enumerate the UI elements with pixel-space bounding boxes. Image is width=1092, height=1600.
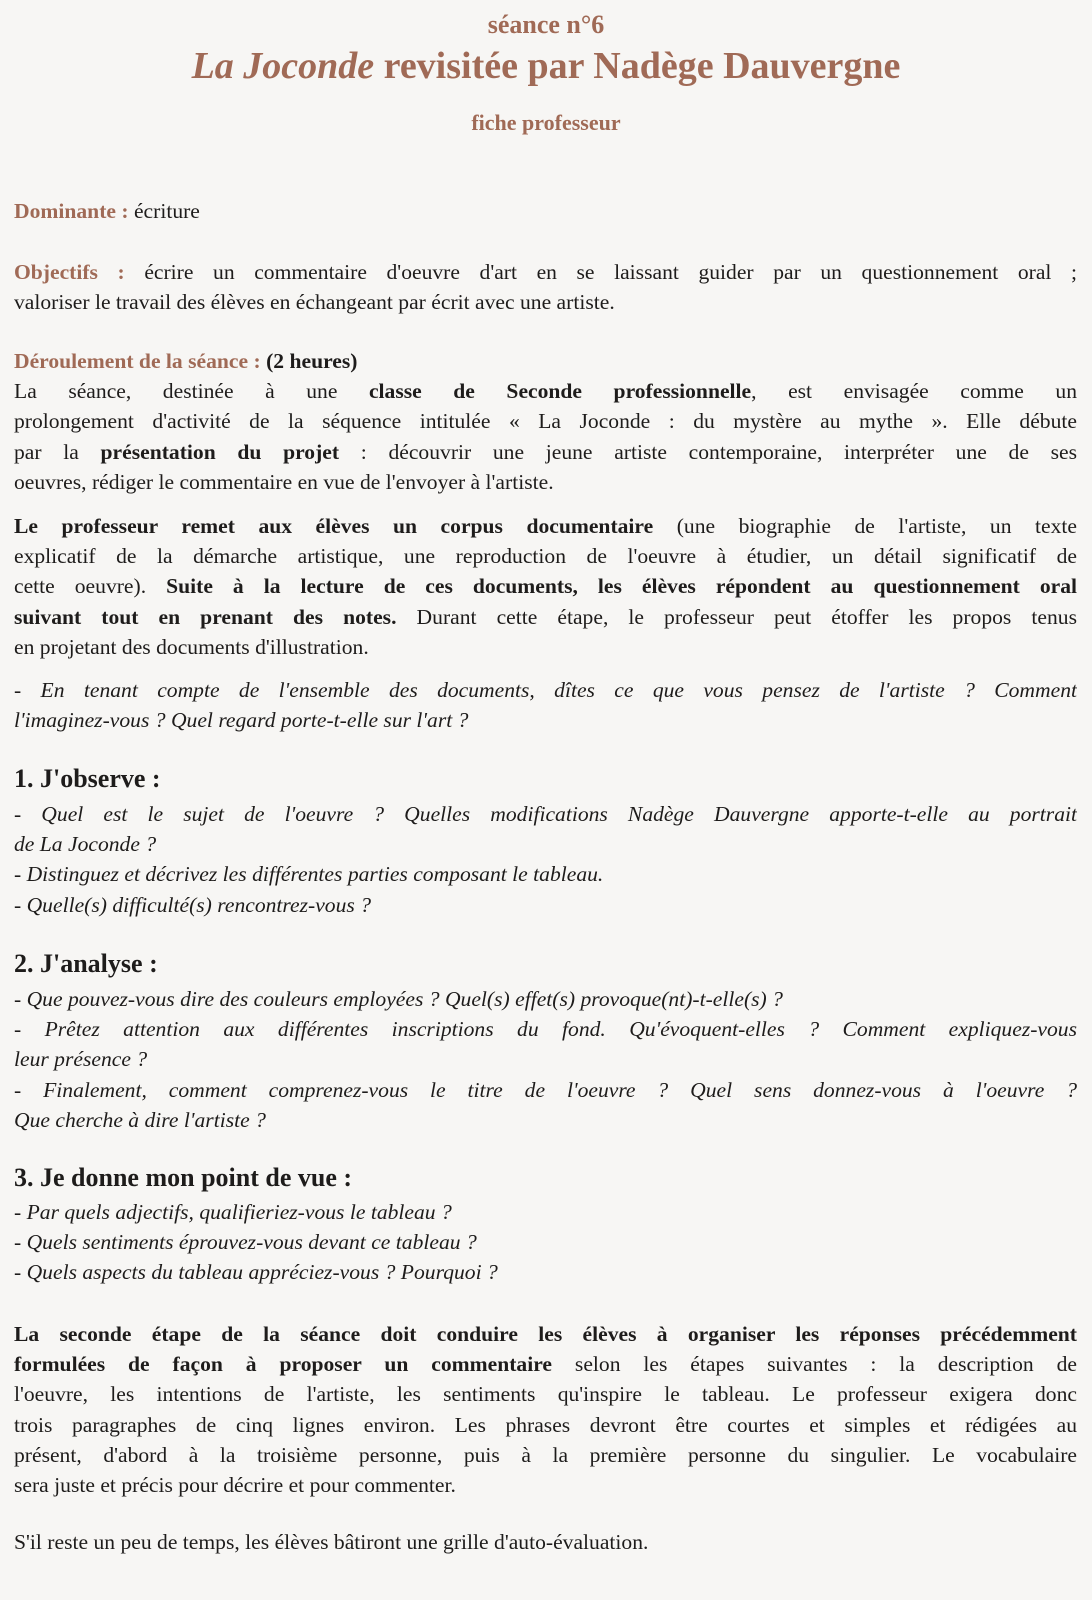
section-heading-analyse: 2. J'analyse : xyxy=(14,949,158,978)
text-run: selon les étapes suivantes : la description de xyxy=(552,1352,1077,1377)
text-run: cette oeuvre). xyxy=(14,574,167,599)
question-text: - Que pouvez-vous dire des couleurs employées ? Quel(s) effet(s) provoque(nt)-t-elle(s) ? xyxy=(14,987,783,1011)
section-analyse-questions xyxy=(14,984,1077,1135)
text-run: , est envisagée comme un xyxy=(751,379,1077,404)
question-text: - Quel est le sujet de l'oeuvre ? Quelles modifications Nadège Dauvergne apporte-t-elle au portrait xyxy=(14,802,1077,826)
text-bold: Le professeur remet aux élèves un corpus documentaire xyxy=(14,514,654,538)
section-point-de-vue-questions xyxy=(14,1197,1077,1288)
title-italic: La Joconde xyxy=(191,45,375,87)
text-run: (une biographie de l'artiste, un texte xyxy=(653,514,1077,538)
text-bold: La seconde étape de la séance doit conduire les élèves à organiser les réponses précédemment xyxy=(14,1322,1077,1346)
title-rest: revisitée par Nadège Dauvergne xyxy=(374,45,901,87)
objectifs-paragraph xyxy=(14,257,1077,317)
objectifs-line-1: écrire un commentaire d'oeuvre d'art en se laissant guider par un questionnement oral ; xyxy=(124,260,1077,284)
section-observe-questions xyxy=(14,799,1077,920)
conclusion-line: l'oeuvre, les intentions de l'artiste, les sentiments qu'inspire le tableau. Le professeur exigera donc xyxy=(14,1382,1077,1407)
intro-question xyxy=(14,675,1077,735)
page-subtitle: fiche professeur xyxy=(471,110,621,135)
corpus-line: explicatif de la démarche artistique, une reproduction de l'oeuvre à étudier, un détail significatif de xyxy=(14,544,1077,569)
page-title xyxy=(0,44,1092,88)
text-bold: suivant tout en prenant des notes. xyxy=(14,604,397,629)
question-text: - Quels aspects du tableau appréciez-vous ? Pourquoi ? xyxy=(14,1260,498,1285)
conclusion-line: sera juste et précis pour décrire et pour commenter. xyxy=(14,1472,456,1497)
deroulement-line: prolongement d'activité de la séquence intitulée « La Joconde : du mystère au mythe ». Elle débute xyxy=(14,409,1077,434)
question-text: - En tenant compte de l'ensemble des documents, dîtes ce que vous pensez de l'artiste ? Comment xyxy=(14,678,1077,702)
deroulement-line: oeuvres, rédiger le commentaire en vue de l'envoyer à l'artiste. xyxy=(14,469,554,494)
deroulement-duration: (2 heures) xyxy=(260,349,358,373)
corpus-line: en projetant des documents d'illustration. xyxy=(14,634,369,659)
text-run: : découvrir une jeune artiste contemporaine, interpréter une de ses xyxy=(339,439,1077,464)
question-text: de La Joconde ? xyxy=(14,832,157,857)
question-text: Que cherche à dire l'artiste ? xyxy=(14,1107,266,1132)
objectifs-label: Objectifs : xyxy=(14,260,125,284)
question-text: - Quelle(s) difficulté(s) rencontrez-vous ? xyxy=(14,892,371,917)
dominante-label: Dominante : xyxy=(14,199,129,223)
question-text: - Finalement, comment comprenez-vous le titre de l'oeuvre ? Quel sens donnez-vous à l'oeuvre ? xyxy=(14,1077,1077,1102)
deroulement-label: Déroulement de la séance : xyxy=(14,349,261,373)
corpus-paragraph xyxy=(14,511,1077,662)
dominante-value: écriture xyxy=(128,199,200,223)
question-text: leur présence ? xyxy=(14,1047,148,1072)
text-bold: Suite à la lecture de ces documents, les élèves répondent au questionnement oral xyxy=(166,574,1077,599)
final-note-text: S'il reste un peu de temps, les élèves bâtiront une grille d'auto-évaluation. xyxy=(14,1530,649,1554)
question-text: - Distinguez et décrivez les différentes parties composant le tableau. xyxy=(14,862,604,887)
section-heading-observe: 1. J'observe : xyxy=(14,764,161,793)
question-text: - Quels sentiments éprouvez-vous devant ce tableau ? xyxy=(14,1230,477,1255)
text-bold: formulées de façon à proposer un commentaire xyxy=(14,1352,553,1377)
session-number: séance n°6 xyxy=(487,10,605,39)
text-bold: présentation du projet xyxy=(100,439,340,464)
conclusion-line: présent, d'abord à la troisième personne, puis à la première personne du singulier. Le vocabulaire xyxy=(14,1442,1077,1467)
text-run: Durant cette étape, le professeur peut étoffer les propos tenus xyxy=(396,604,1077,629)
conclusion-paragraph xyxy=(14,1319,1077,1500)
objectifs-line-2: valoriser le travail des élèves en échangeant par écrit avec une artiste. xyxy=(14,290,615,315)
section-heading-point-de-vue: 3. Je donne mon point de vue : xyxy=(14,1163,353,1192)
text-run: La séance, destinée à une xyxy=(14,379,369,404)
text-run: par la xyxy=(14,439,101,464)
text-bold: classe de Seconde professionnelle xyxy=(368,379,752,404)
question-text: - Prêtez attention aux différentes inscriptions du fond. Qu'évoquent-elles ? Comment expliquez-vous xyxy=(14,1017,1077,1042)
question-text: - Par quels adjectifs, qualifieriez-vous le tableau ? xyxy=(14,1200,452,1224)
dominante-line xyxy=(14,196,1077,226)
conclusion-line: trois paragraphes de cinq lignes environ. Les phrases devront être courtes et simples et rédigées au xyxy=(14,1412,1077,1437)
final-note xyxy=(14,1527,1077,1557)
deroulement-paragraph xyxy=(14,346,1077,497)
question-text: l'imaginez-vous ? Quel regard porte-t-elle sur l'art ? xyxy=(14,708,469,733)
